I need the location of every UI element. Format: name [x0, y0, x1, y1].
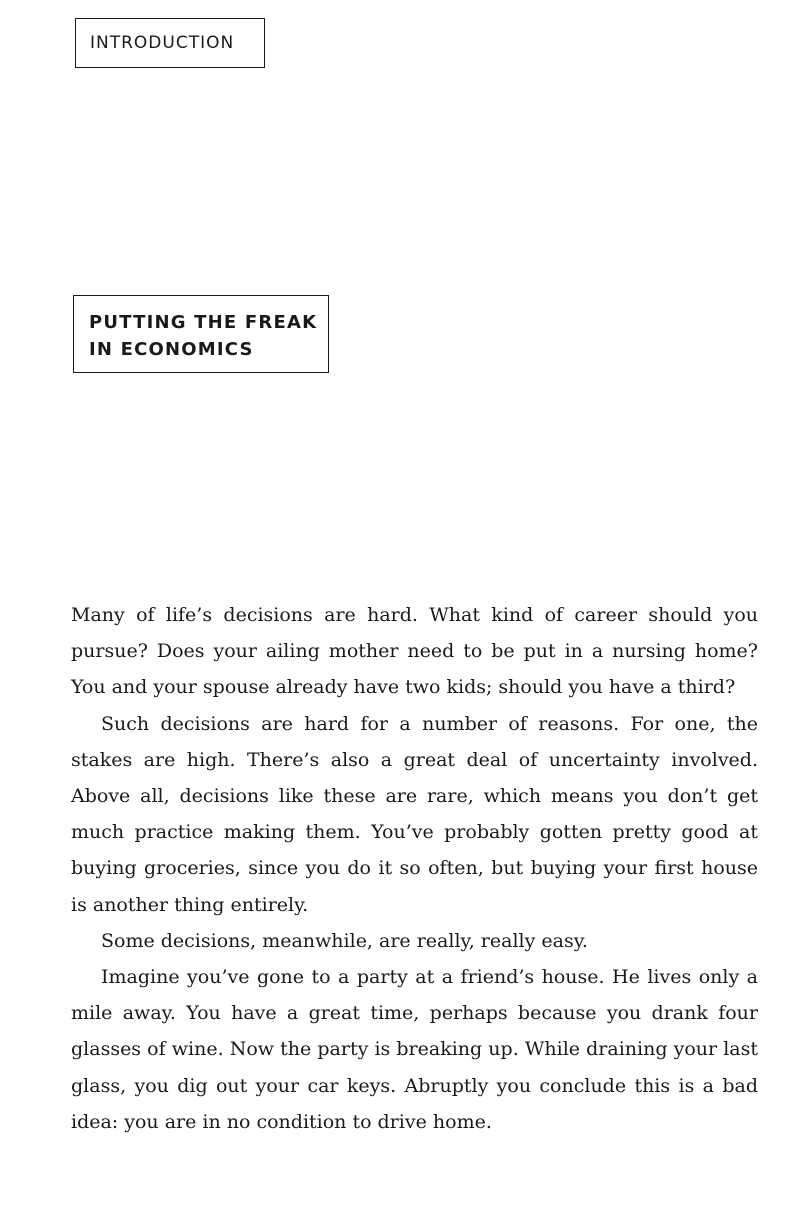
paragraph-2: Such decisions are hard for a number of reasons. For one, the stakes are high. There’s also a great deal of uncertainty involved. Above all, decisions like these are rare, which means you don’t get much practice making them. You’ve probably gotten pretty good at buying groceries, since you do it so often, but buying your first house is another thing entirely.: [71, 712, 758, 916]
section-label: INTRODUCTION: [90, 33, 235, 53]
chapter-title-box: [73, 295, 329, 373]
paragraph-3: Some decisions, meanwhile, are really, really easy.: [101, 929, 588, 952]
chapter-title-line-2: IN ECONOMICS: [89, 339, 254, 360]
chapter-title-line-1: PUTTING THE FREAK: [89, 312, 318, 333]
paragraph-4: Imagine you’ve gone to a party at a friend’s house. He lives only a mile away. You have a great time, perhaps because you drank four glasses of wine. Now the party is breaking up. While draining your last glass, you dig out your car keys. Abruptly you conclude this is a bad idea: you are in no condition to drive home.: [71, 966, 758, 1133]
section-label-box: [75, 18, 265, 68]
body-text: [71, 597, 758, 1140]
paragraph-1: Many of life’s decisions are hard. What kind of career should you pursue? Does your ailing mother need to be put in a nursing home? You and your spouse already have two kids; should you have a third?: [71, 604, 758, 699]
